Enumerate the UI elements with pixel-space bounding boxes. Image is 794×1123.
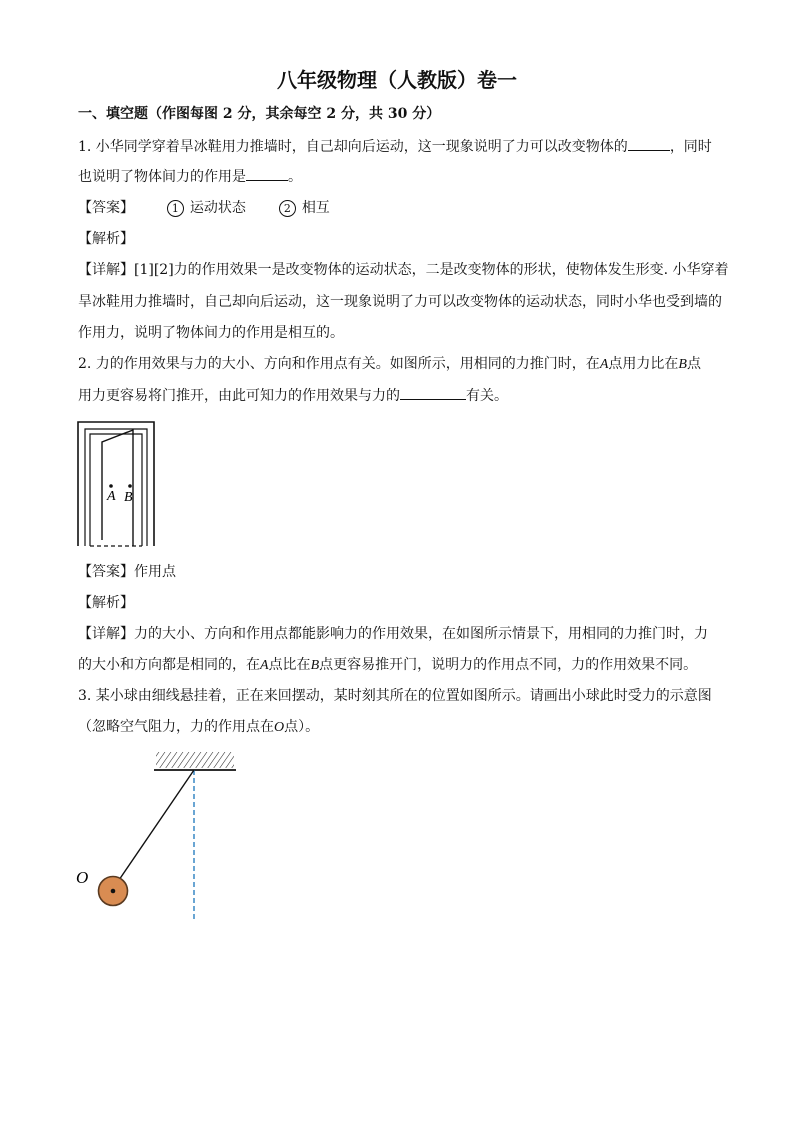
q1-text2: 也说明了物体间力的作用是 xyxy=(78,169,246,185)
answer-tag: 【答案】 xyxy=(78,200,134,216)
q2-detail-b: 点比在 xyxy=(268,657,311,673)
q2-analysis-tag: 【解析】 xyxy=(78,595,134,611)
q3-point-O: O xyxy=(274,720,285,735)
q2-detail-A: A xyxy=(260,658,269,673)
q3-text-a: （忽略空气阻力，力的作用点在 xyxy=(78,719,274,735)
q1-line2 xyxy=(78,166,302,187)
q2-detail-text1: 力的大小、方向和作用点都能影响力的作用效果，在如图所示情景下，用相同的力推门时，力 xyxy=(134,626,708,642)
q2-text-b: 点用力比在 xyxy=(608,356,679,372)
q2-answer-text: 作用点 xyxy=(134,564,176,580)
ceiling-hatch xyxy=(156,752,234,768)
q2-blank xyxy=(400,385,466,400)
q3-text-b: 点）。 xyxy=(284,719,320,735)
answer-item-2: 相互 xyxy=(301,200,330,216)
door-figure xyxy=(76,418,166,553)
pendulum-figure xyxy=(70,750,240,925)
q1-detail-line2: 旱冰鞋用力推墙时，自己却向后运动，这一现象说明了力可以改变物体的运动状态，同时小华也受到墙的 xyxy=(78,294,722,310)
q2-detail-line2 xyxy=(78,655,697,676)
detail-tag: 【详解】 xyxy=(78,626,134,642)
q2-point-B: B xyxy=(678,357,687,372)
q2-point-A: A xyxy=(599,357,609,372)
ball-center-point xyxy=(111,889,116,894)
string-line xyxy=(119,770,194,880)
q2-line1 xyxy=(78,354,701,375)
detail-tag: 【详解】 xyxy=(78,262,134,278)
q1-blank-2 xyxy=(246,166,288,181)
q2-text-a: 2. 力的作用效果与力的大小、方向和作用点有关。如图所示，用相同的力推门时，在 xyxy=(78,356,600,372)
answer-tag: 【答案】 xyxy=(78,564,134,580)
circled-number-1: 1 xyxy=(167,200,184,217)
door-label-A: A xyxy=(107,489,116,504)
q1-detail-line1 xyxy=(78,260,729,280)
q1-answer xyxy=(78,198,330,218)
q2-detail-line1 xyxy=(78,624,708,644)
q2-detail-c: 点更容易推开门，说明力的作用点不同，力的作用效果不同。 xyxy=(319,657,698,673)
circled-number-2: 2 xyxy=(279,200,296,217)
answer-item-1: 运动状态 xyxy=(189,200,246,216)
q1-text-end: ，同时 xyxy=(669,139,712,155)
q2-answer xyxy=(78,562,176,582)
q2-text2-end: 有关。 xyxy=(466,388,508,404)
q2-text2: 用力更容易将门推开，由此可知力的作用效果与力的 xyxy=(78,388,400,404)
q3-line2 xyxy=(78,717,319,738)
q1-analysis-tag: 【解析】 xyxy=(78,231,134,247)
q1-line1 xyxy=(78,136,712,157)
q1-detail-line3: 作用力，说明了物体间力的作用是相互的。 xyxy=(78,325,344,341)
q1-detail-text1: [1][2]力的作用效果一是改变物体的运动状态，二是改变物体的形状，使物体发生形变. 小华穿着 xyxy=(134,262,729,278)
door-label-B: B xyxy=(124,490,133,505)
label-O: O xyxy=(76,868,89,887)
q3-line1: 3. 某小球由细线悬挂着，正在来回摆动，某时刻其所在的位置如图所示。请画出小球此时受力的示意图 xyxy=(78,688,712,704)
q2-line2 xyxy=(78,385,508,406)
q2-detail-B: B xyxy=(310,658,320,673)
q2-detail-a: 的大小和方向都是相同的，在 xyxy=(78,657,260,673)
q1-text2-end: 。 xyxy=(288,169,302,185)
page-title: 八年级物理（人教版）卷一 xyxy=(277,68,517,92)
q2-text-c: 点 xyxy=(686,356,701,372)
q1-text: 1. 小华同学穿着旱冰鞋用力推墙时，自己却向后运动，这一现象说明了力可以改变物体的 xyxy=(78,139,628,155)
q1-blank-1 xyxy=(628,136,670,151)
section-heading: 一、填空题（作图每图 2 分，其余每空 2 分，共 30 分） xyxy=(78,106,441,122)
